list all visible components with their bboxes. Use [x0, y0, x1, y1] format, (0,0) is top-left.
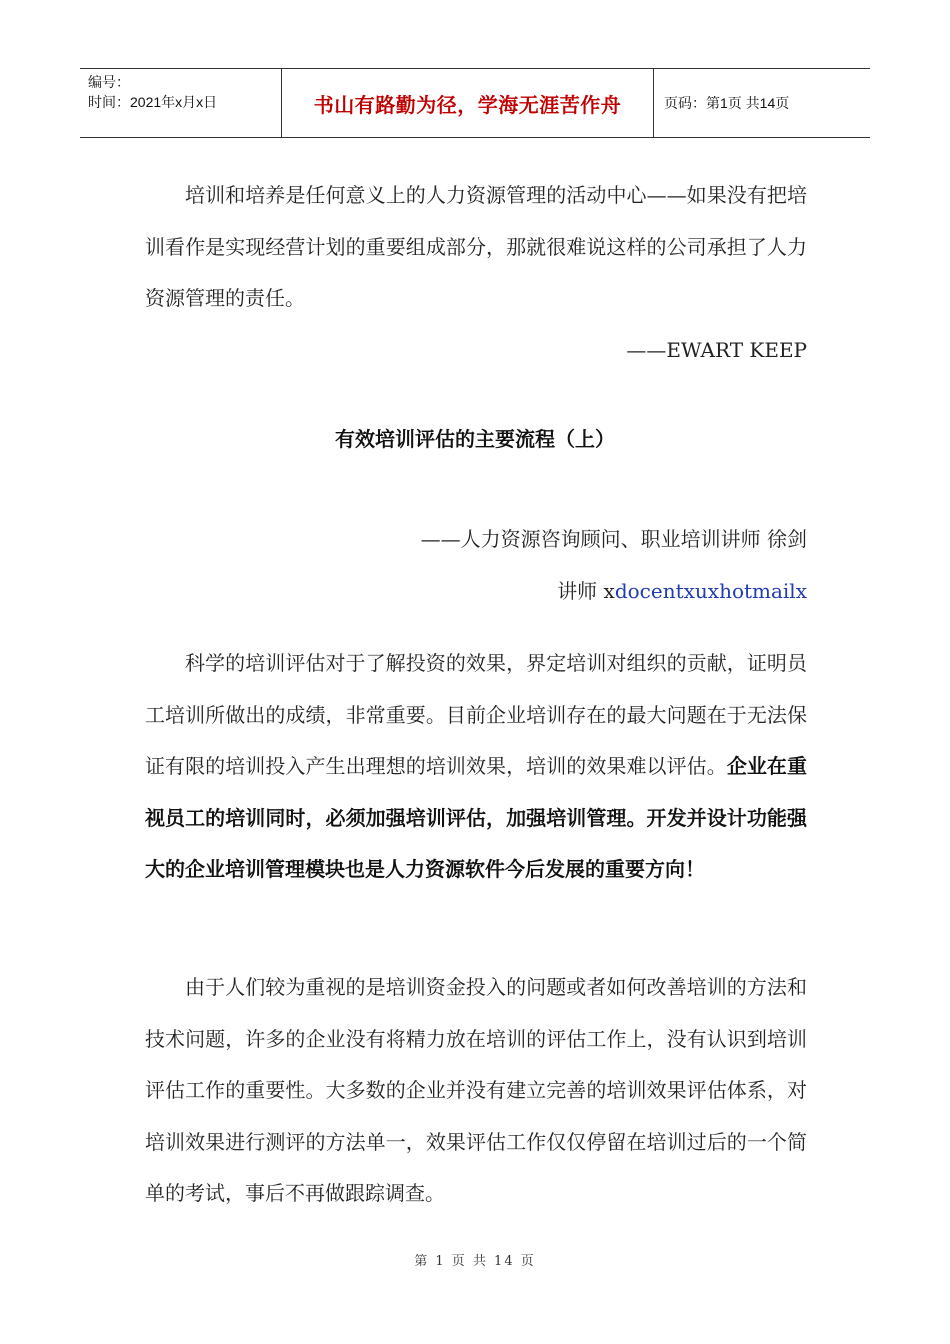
quote-block: [145, 170, 807, 376]
number-label: 编号：: [88, 74, 130, 90]
para1-normal: 科学的培训评估对于了解投资的效果，界定培训对组织的贡献，证明员工培训所做出的成绩，非常重要。目前企业培训存在的最大问题在于无法保证有限的培训投入产生出理想的培训效果，培训的效果难以评估。: [145, 651, 807, 778]
header-meta-cell: [80, 69, 282, 137]
time-label: 时间：2021年x月x日: [88, 94, 218, 110]
paragraph-1-text: [145, 638, 807, 896]
quote-author: ——EWART KEEP: [626, 337, 807, 362]
byline-block: [145, 514, 807, 617]
lecturer-line: [145, 566, 807, 618]
motto-text: 书山有路勤为径，学海无涯苦作舟: [313, 92, 622, 117]
para1-bold: 企业在重视员工的培训同时，必须加强培训评估，加强培训管理。开发并设计功能强大的企业培训管理模块也是人力资源软件今后发展的重要方向！: [145, 754, 807, 881]
header-motto-cell: [282, 69, 654, 137]
paragraph-2: [145, 962, 807, 1220]
page-info: 页码：第1页 共14页: [664, 95, 790, 111]
byline: ——人力资源咨询顾问、职业培训讲师 徐剑: [420, 527, 807, 551]
lecturer-prefix: 讲师 x: [557, 578, 615, 603]
quote-text: 培训和培养是任何意义上的人力资源管理的活动中心——如果没有把培训看作是实现经营计划的重要组成部分，那就很难说这样的公司承担了人力资源管理的责任。: [145, 183, 807, 310]
paragraph-1: [145, 638, 807, 896]
document-header: [80, 68, 870, 138]
lecturer-email-link[interactable]: docentxuxhotmailx: [614, 578, 807, 603]
page-footer: 第 1 页 共 14 页: [414, 1254, 536, 1269]
paragraph-2-text: 由于人们较为重视的是培训资金投入的问题或者如何改善培训的方法和技术问题，许多的企业没有将精力放在培训的评估工作上，没有认识到培训评估工作的重要性。大多数的企业并没有建立完善的培训效果评估体系，对培训效果进行测评的方法单一，效果评估工作仅仅停留在培训过后的一个简单的考试，事后不再做跟踪调查。: [145, 975, 807, 1205]
header-page-cell: [654, 69, 870, 137]
article-title: 有效培训评估的主要流程（上）: [335, 427, 615, 451]
